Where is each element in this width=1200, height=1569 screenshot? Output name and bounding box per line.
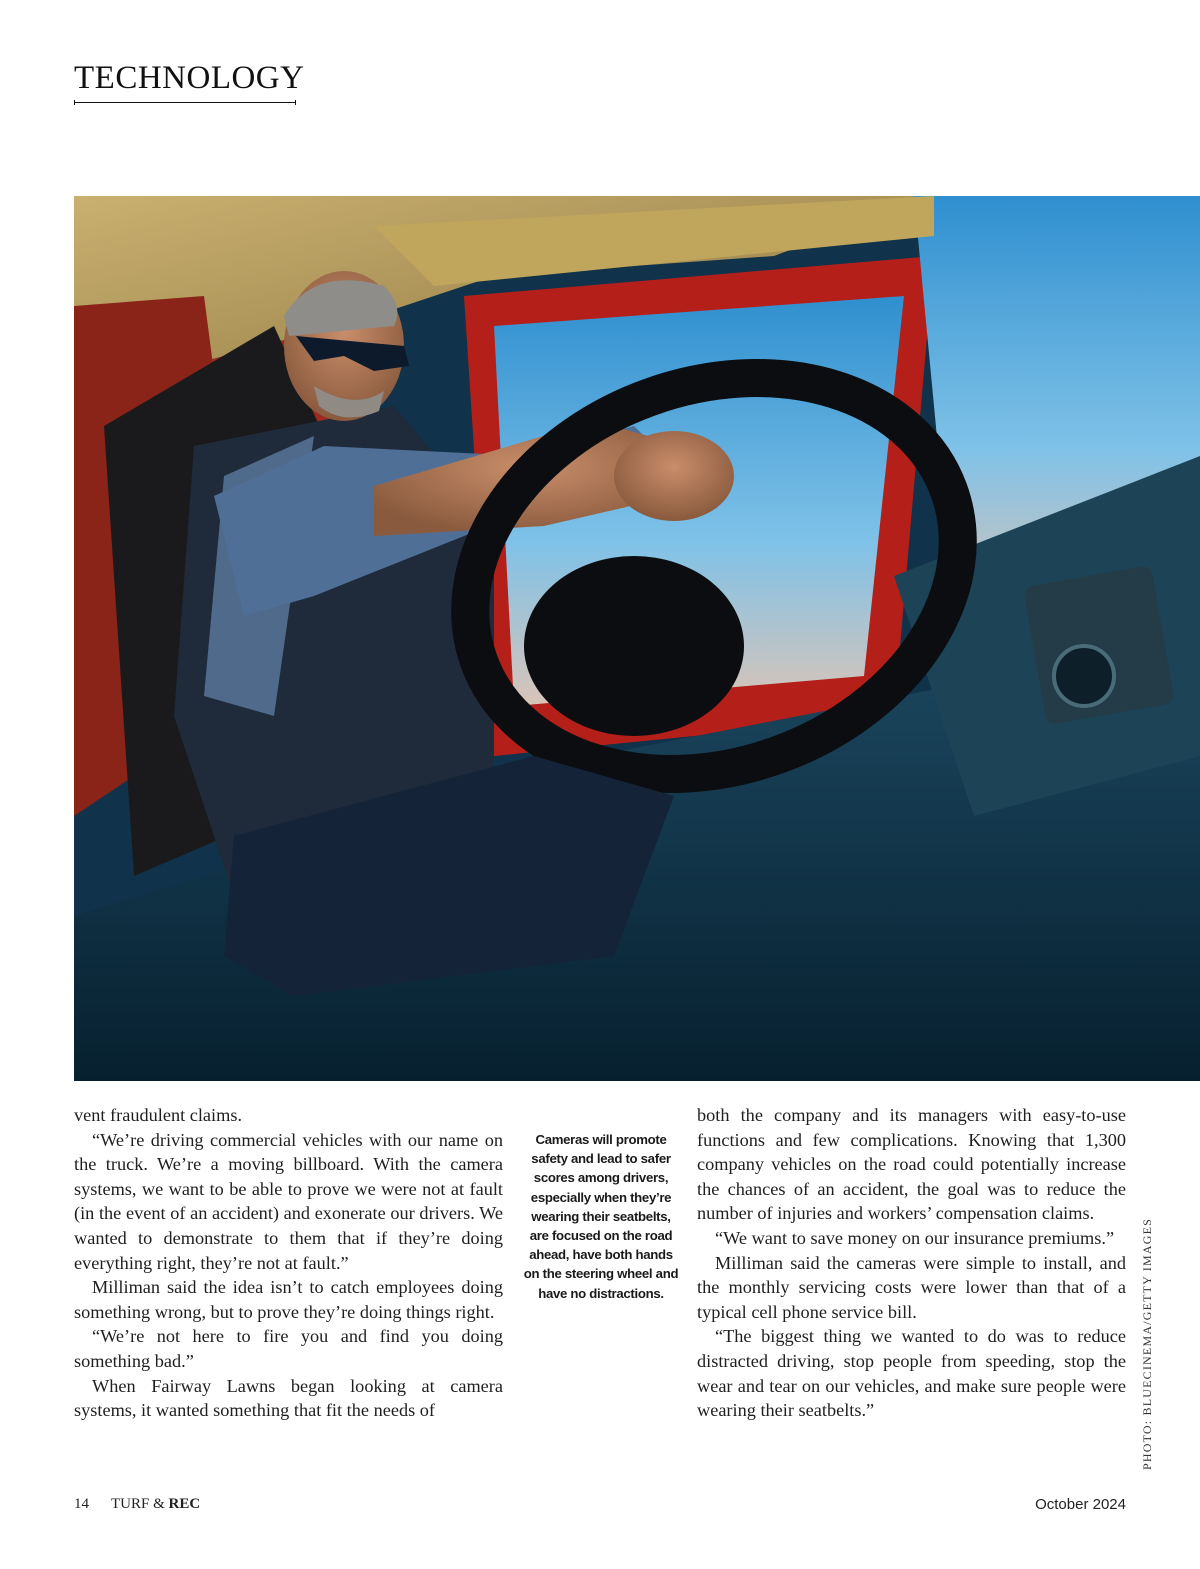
issue-date: October 2024 xyxy=(1035,1496,1126,1513)
section-rule xyxy=(74,102,296,103)
paragraph: “We’re driving commercial vehicles with our name on the truck. We’re a moving billboard. With the camera systems, we want to be able to prove we were not at fault (in the event of an accident) and exonerate our drivers. We wanted to demonstrate to them that if they’re doing everything right, they’re not at fault.” xyxy=(74,1129,503,1273)
truck-driver-photo xyxy=(74,196,1200,1081)
paragraph: both the company and its managers with easy-to-use functions and few complications. Knowing that 1,300 company vehicles on the road could potentially increase the chances of an accident, the goal was to reduce the number of injuries and workers’ compensation claims. xyxy=(697,1105,1126,1224)
paragraph: vent fraudulent claims. xyxy=(74,1105,243,1125)
page-number: 14 xyxy=(74,1496,89,1512)
paragraph: “The biggest thing we wanted to do was to reduce distracted driving, stop people from speeding, stop the wear and tear on our vehicles, and make sure people were wearing their seatbelts.” xyxy=(697,1326,1126,1421)
section-header xyxy=(74,58,305,98)
brand-bold: REC xyxy=(168,1496,201,1512)
photo-illustration xyxy=(74,196,1200,1081)
section-title: TECHNOLOGY xyxy=(74,60,305,96)
magazine-brand xyxy=(111,1496,200,1513)
paragraph: “We’re not here to fire you and find you doing something bad.” xyxy=(74,1326,503,1371)
photo-credit-text: PHOTO: BLUECINEMA/GETTY IMAGES xyxy=(1140,1218,1154,1470)
paragraph: When Fairway Lawns began looking at camera systems, it wanted something that fit the needs of xyxy=(74,1375,503,1421)
paragraph: “We want to save money on our insurance premiums.” xyxy=(715,1227,1115,1248)
paragraph: Milliman said the idea isn’t to catch employees doing something wrong, but to prove they’re doing things right. xyxy=(74,1277,503,1322)
brand-prefix: TURF & xyxy=(111,1496,169,1512)
page-footer xyxy=(74,1496,1126,1518)
article-column-left xyxy=(74,1103,503,1423)
paragraph: Milliman said the cameras were simple to install, and the monthly servicing costs were lower than that of a typical cell phone service bill. xyxy=(697,1252,1126,1322)
article-column-right xyxy=(697,1103,1126,1423)
pull-quote: Cameras will promote safety and lead to safer scores among drivers, especially when they’re wearing their seatbelts, are focused on the road ahead, have both hands on the steering wheel and have no distractions. xyxy=(523,1132,679,1301)
